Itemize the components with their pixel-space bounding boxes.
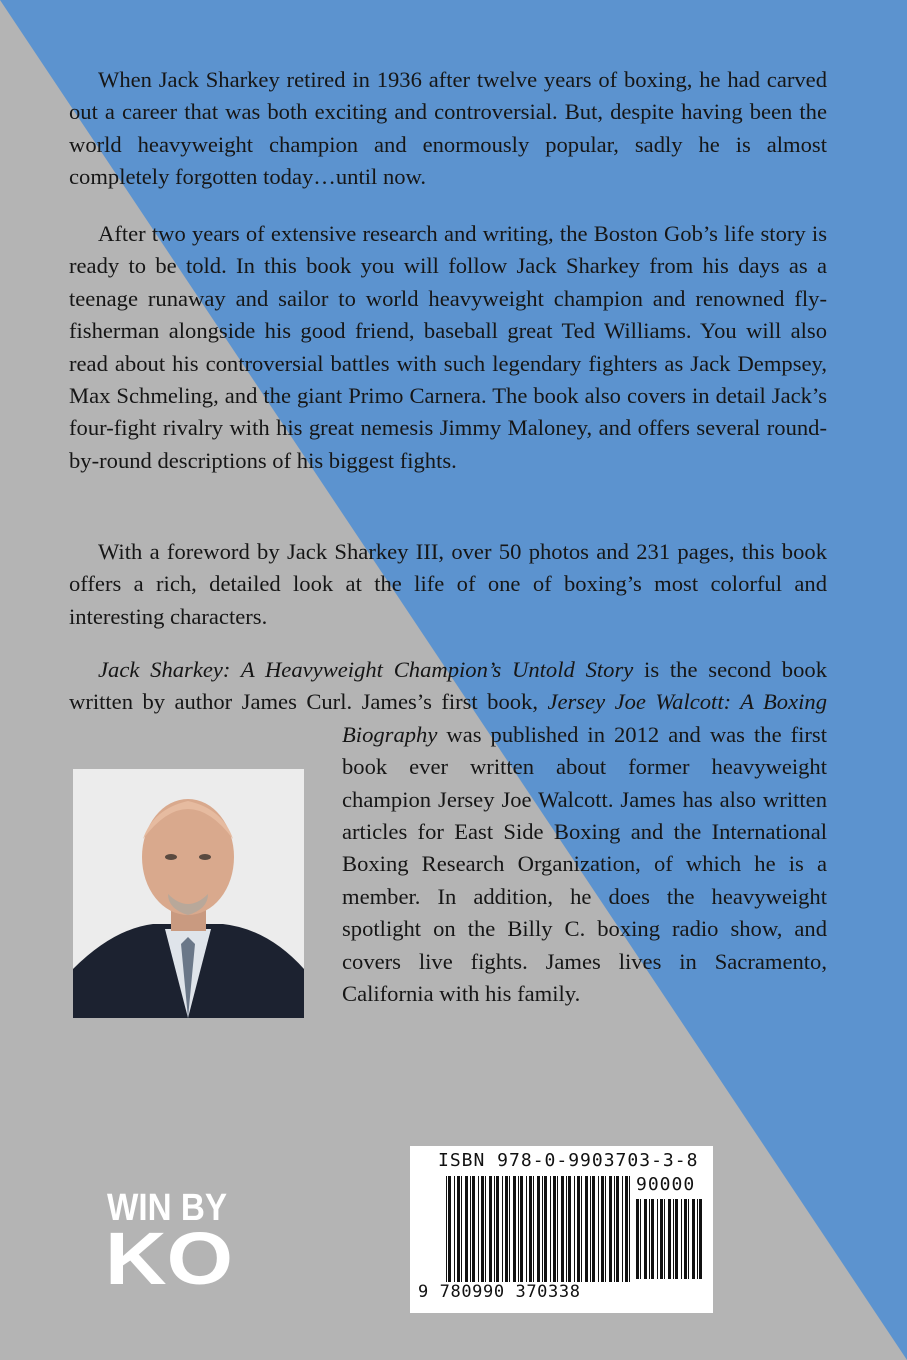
- description-paragraph-1: When Jack Sharkey retired in 1936 after twelve years of boxing, he had carved out a career that was both exciting and controversial. But, despite having been the world heavyweight champion and enormously popular, sadly he is almost completely forgotten today…until now.: [69, 67, 827, 190]
- logo-line-2: KO: [105, 1217, 233, 1290]
- first-book-title: Jersey Joe Walcott: A Boxing Biography: [342, 689, 828, 747]
- author-portrait-icon: [73, 769, 304, 1018]
- price-bars: [636, 1199, 702, 1279]
- author-photo: [73, 769, 304, 1018]
- book-title: Jack Sharkey: A Heavyweight Champion’s Untold Story: [98, 657, 634, 682]
- win-by-ko-logo: [105, 1180, 240, 1290]
- ean-digits-label: 9 780990 370338: [418, 1282, 581, 1302]
- isbn-barcode: [410, 1146, 713, 1313]
- isbn-label: ISBN 978-0-9903703-3-8: [438, 1150, 699, 1171]
- ean-bars: [446, 1176, 630, 1282]
- description-paragraph-3: With a foreword by Jack Sharkey III, over 50 photos and 231 pages, this book offers a rich, detailed look at the life of one of boxing’s most colorful and interesting characters.: [69, 539, 827, 629]
- description-paragraph-2: After two years of extensive research and writing, the Boston Gob’s life story is ready to be told. In this book you will follow Jack Sharkey from his days as a teenage runaway and sailor to world heavyweight champion and renowned fly-fisherman alongside his good friend, baseball great Ted Williams. You will also read about his controversial battles with such legendary fighters as Jack Dempsey, Max Schmeling, and the giant Primo Carnera. The book also covers in detail Jack’s four-fight rivalry with his great nemesis Jimmy Maloney, and offers several round-by-round descriptions of his biggest fights.: [69, 221, 827, 473]
- author-bio-paragraph: Jack Sharkey: A Heavyweight Champion’s Untold Story is the second book written by author James Curl. James’s first book, Jersey Joe Walcott: A Boxing Biography was published in 2012 and was the first book ever written about former heavyweight champion Jersey Joe Walcott. James has also written articles for East Side Boxing and the International Boxing Research Organization, of which he is a member. In addition, he does the heavyweight spotlight on the Billy C. boxing radio show, and covers live fights. James lives in Sacramento, California with his family.: [69, 657, 828, 1007]
- price-code-label: 90000: [636, 1174, 696, 1195]
- logo-line-1: WIN BY: [107, 1187, 227, 1229]
